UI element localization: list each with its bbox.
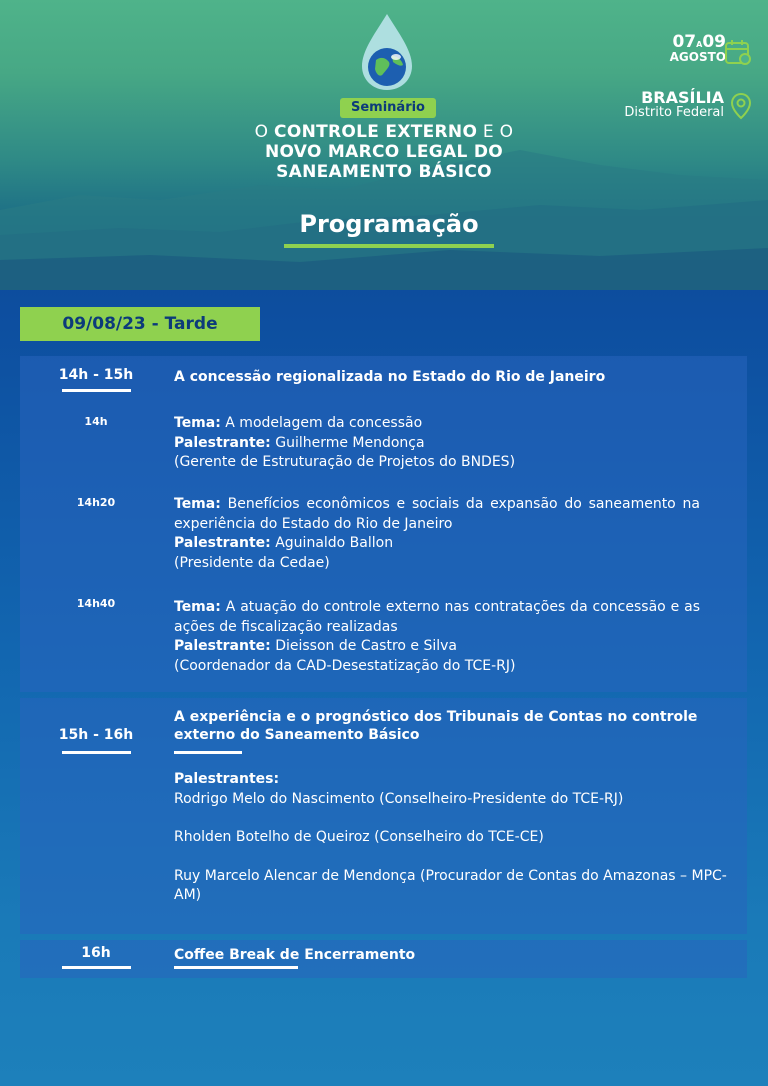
title-line2: NOVO MARCO LEGAL DO [264,142,504,162]
title-line1-a: O [254,122,275,142]
session3-title: Coffee Break de Encerramento [174,947,416,963]
session1-time-underline [62,389,131,392]
talk3: Tema: A atuação do controle externo nas contratações da concessão e as ações de fiscalização realizadas Palestrante: Dieisson de Castro e Silva (Coordenador da CAD-Desestatização do TCE-RJ) [174,599,700,674]
talk2-time: 14h20 [76,496,116,509]
session2-title: A experiência e o prognóstico dos Tribunais de Contas no controle externo do Saneamento Básico [174,709,698,743]
session3-time: 16h [81,945,111,961]
hero-banner [0,0,768,290]
event-title [240,122,528,182]
date-block [670,32,726,64]
date-month: AGOSTO [669,50,726,64]
session2-speakers [174,770,734,906]
title-underline [284,244,494,248]
day-tab: 09/08/23 - Tarde [20,307,260,341]
date-sep: A [696,40,703,49]
speakers-label: Palestrantes: [174,771,280,787]
talk3-time: 14h40 [76,597,116,610]
session3-title-underline [174,966,298,969]
session3-time-underline [62,966,131,969]
location-block [624,88,724,120]
talk2: Tema: Benefícios econômicos e sociais da expansão do saneamento na experiência do Estado do Rio de Janeiro Palestrante: Aguinaldo Ballon (Presidente da Cedae) [174,496,700,571]
session2-title-underline [174,751,242,754]
location-state: Distrito Federal [624,105,724,120]
date-start: 07 [672,32,697,52]
talk1-time: 14h [84,415,108,428]
title-line3: SANEAMENTO BÁSICO [276,162,492,182]
date-end: 09 [702,32,726,52]
water-drop-globe-logo [356,12,418,92]
speaker-3: Ruy Marcelo Alencar de Mendonça (Procurador de Contas do Amazonas – MPC-AM) [174,867,727,903]
session2-time: 15h - 16h [58,727,134,743]
title-line1-c: E O [477,122,514,142]
session1-title: A concessão regionalizada no Estado do Rio de Janeiro [174,369,606,385]
speaker-1: Rodrigo Melo do Nascimento (Conselheiro-Presidente do TCE-RJ) [174,790,624,807]
session2-time-underline [62,751,131,754]
title-line1-b: CONTROLE EXTERNO [274,122,478,142]
location-city: BRASÍLIA [641,88,724,107]
talk1: Tema: A modelagem da concessão Palestrante: Guilherme Mendonça (Gerente de Estruturação de Projetos do BNDES) [174,415,516,470]
calendar-icon [724,38,752,66]
seminar-badge: Seminário [340,98,436,118]
location-pin-icon [730,92,752,120]
session1-time: 14h - 15h [58,367,134,383]
page-title: Programação [299,210,479,238]
speaker-2: Rholden Botelho de Queiroz (Conselheiro do TCE-CE) [174,829,544,845]
